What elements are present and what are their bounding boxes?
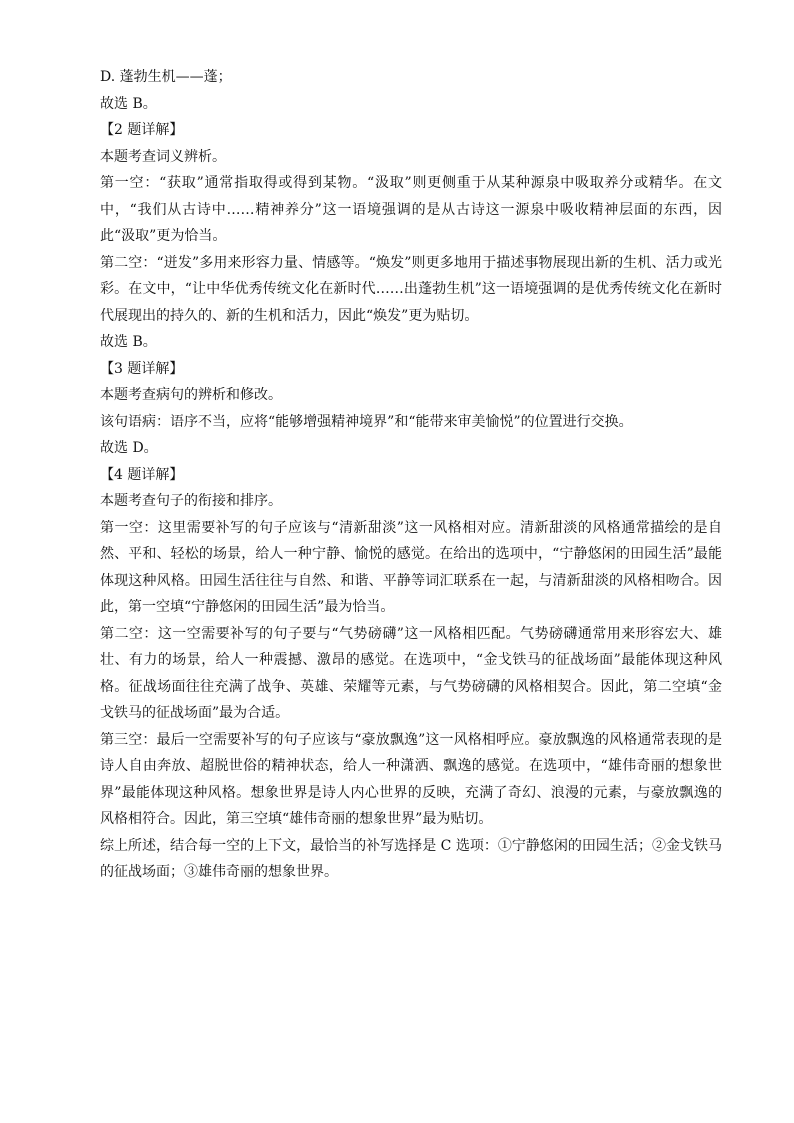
topic-line: 本题考查词义辨析。 bbox=[100, 148, 226, 165]
paragraph: 第一空：这里需要补写的句子应该与“清新甜淡”这一风格相对应。清新甜淡的风格通常描绘的是自然、平和、轻松的场景，给人一种宁静、愉悦的感觉。在给出的选项中，“宁静悠闲的田园生活”最能体现这种风格。田园生活往往与自然、和谐、平静等词汇联系在一起，与清新甜淡的风格相吻合。因此，第一空填“宁静悠闲的田园生活”最为恰当。 bbox=[100, 519, 722, 615]
paragraph: 第二空：这一空需要补写的句子要与“气势磅礴”这一风格相匹配。气势磅礴通常用来形容宏大、雄壮、有力的场景，给人一种震撼、激昂的感觉。在选项中，“金戈铁马的征战场面”最能体现这种风格。征战场面往往充满了战争、英雄、荣耀等元素，与气势磅礴的风格相契合。因此，第二空填“金戈铁马的征战场面”最为合适。 bbox=[100, 625, 722, 721]
document-body bbox=[100, 64, 722, 886]
answer-line: 故选 B。 bbox=[100, 334, 157, 350]
summary-paragraph: 综上所述，结合每一空的上下文，最恰当的补写选择是 C 选项：①宁静悠闲的田园生活；②金戈铁马的征战场面；③雄伟奇丽的想象世界。 bbox=[100, 837, 722, 880]
topic-line: 本题考查病句的辨析和修改。 bbox=[100, 387, 282, 403]
topic-line: 本题考查句子的衔接和排序。 bbox=[100, 493, 282, 509]
section-heading-4: 【4 题详解】 bbox=[100, 466, 184, 483]
paragraph: 第三空：最后一空需要补写的句子应该与“豪放飘逸”这一风格相呼应。豪放飘逸的风格通常表现的是诗人自由奔放、超脱世俗的精神状态，给人一种潇洒、飘逸的感觉。在选项中，“雄伟奇丽的想象世界”最能体现这种风格。想象世界是诗人内心世界的反映，充满了奇幻、浪漫的元素，与豪放飘逸的风格相符合。因此，第三空填“雄伟奇丽的想象世界”最为贴切。 bbox=[100, 731, 722, 827]
section-heading-2: 【2 题详解】 bbox=[100, 122, 184, 138]
answer-line: 故选 D。 bbox=[100, 440, 158, 456]
option-d-line: D. 蓬勃生机——蓬； bbox=[100, 69, 232, 85]
section-heading-3: 【3 题详解】 bbox=[100, 360, 184, 377]
paragraph: 第二空：“迸发”多用来形容力量、情感等。“焕发”则更多地用于描述事物展现出新的生机、活力或光彩。在文中，“让中华优秀传统文化在新时代……出蓬勃生机”这一语境强调的是优秀传统文化在新时代展现出的持久的、新的生机和活力，因此“焕发”更为贴切。 bbox=[100, 254, 722, 324]
paragraph: 该句语病：语序不当，应将“能够增强精神境界”和“能带来审美愉悦”的位置进行交换。 bbox=[100, 413, 633, 430]
paragraph: 第一空：“获取”通常指取得或得到某物。“汲取”则更侧重于从某种源泉中吸取养分或精华。在文中，“我们从古诗中……精神养分”这一语境强调的是从古诗这一源泉中吸收精神层面的东西，因此“汲取”更为恰当。 bbox=[100, 175, 722, 244]
answer-line: 故选 B。 bbox=[100, 95, 157, 112]
